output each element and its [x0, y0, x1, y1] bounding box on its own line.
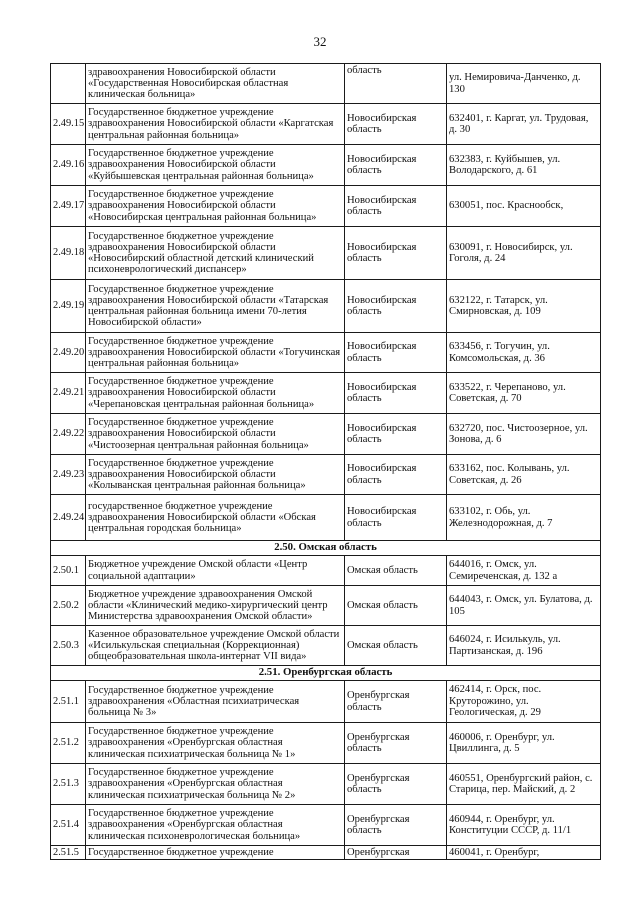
table-row — [51, 104, 601, 145]
institution-name: Государственное бюджетное учреждение здравоохранения Новосибирской области «Колыванская центральная районная больница» — [86, 455, 345, 495]
address-cell: 460041, г. Оренбург, — [447, 846, 601, 860]
region-cell: Новосибирская область — [345, 495, 447, 541]
address-cell: 644043, г. Омск, ул. Булатова, д. 105 — [447, 586, 601, 626]
table-row — [51, 626, 601, 666]
table-row — [51, 280, 601, 333]
section-header-row — [51, 666, 601, 681]
institution-name: Государственное бюджетное учреждение здравоохранения Новосибирской области «Татарская центральная районная больница имени 70-летия Новосибирской области» — [86, 280, 345, 333]
institution-name: Казенное образовательное учреждение Омской области «Исилькульская специальная (Коррекционная) общеобразовательная школа-интернат VII вида» — [86, 626, 345, 666]
table-row — [51, 333, 601, 373]
section-title: 2.51. Оренбургская область — [51, 666, 601, 681]
row-number: 2.49.15 — [51, 104, 86, 145]
region-cell: Омская область — [345, 626, 447, 666]
section-title: 2.50. Омская область — [51, 541, 601, 556]
region-cell: Новосибирская область — [345, 104, 447, 145]
region-cell: Оренбургская область — [345, 723, 447, 764]
row-number: 2.49.24 — [51, 495, 86, 541]
institution-name: Государственное бюджетное учреждение здравоохранения Новосибирской области «Каргатская центральная районная больница» — [86, 104, 345, 145]
region-cell: Новосибирская область — [345, 333, 447, 373]
region-cell: Новосибирская область — [345, 414, 447, 455]
table-row — [51, 805, 601, 846]
row-number: 2.50.2 — [51, 586, 86, 626]
table-row — [51, 681, 601, 723]
region-cell: область — [345, 64, 447, 104]
row-number: 2.49.16 — [51, 145, 86, 186]
institution-name: Государственное бюджетное учреждение здравоохранения «Областная психиатрическая больница № 3» — [86, 681, 345, 723]
address-cell: 633102, г. Обь, ул. Железнодорожная, д. 7 — [447, 495, 601, 541]
row-number: 2.51.1 — [51, 681, 86, 723]
address-cell: 630051, пос. Краснообск, — [447, 186, 601, 227]
region-cell: Новосибирская область — [345, 373, 447, 414]
address-cell: 633456, г. Тогучин, ул. Комсомольская, д. 36 — [447, 333, 601, 373]
institution-name: Государственное бюджетное учреждение здравоохранения Новосибирской области «Новосибирская центральная районная больница» — [86, 186, 345, 227]
region-cell: Новосибирская область — [345, 455, 447, 495]
page-number: 32 — [313, 34, 327, 49]
region-cell: Новосибирская область — [345, 280, 447, 333]
section-header-row — [51, 541, 601, 556]
table-row — [51, 764, 601, 805]
table-row — [51, 723, 601, 764]
institution-name: государственное бюджетное учреждение здравоохранения Новосибирской области «Обская центральная городская больница» — [86, 495, 345, 541]
row-number: 2.51.2 — [51, 723, 86, 764]
institution-name: Государственное бюджетное учреждение здравоохранения «Оренбургская областная клиническая психоневрологическая больница» — [86, 805, 345, 846]
institution-name: Бюджетное учреждение Омской области «Центр социальной адаптации» — [86, 556, 345, 586]
table-row — [51, 227, 601, 280]
address-cell: 632720, пос. Чистоозерное, ул. Зонова, д. 6 — [447, 414, 601, 455]
row-number: 2.49.20 — [51, 333, 86, 373]
institutions-table — [50, 63, 601, 860]
address-cell: 632401, г. Каргат, ул. Трудовая, д. 30 — [447, 104, 601, 145]
table-row — [51, 586, 601, 626]
region-cell: Оренбургская область — [345, 681, 447, 723]
row-number: 2.51.4 — [51, 805, 86, 846]
region-cell: Новосибирская область — [345, 186, 447, 227]
row-number: 2.49.18 — [51, 227, 86, 280]
table-row — [51, 556, 601, 586]
table-row — [51, 373, 601, 414]
region-cell: Оренбургская — [345, 846, 447, 860]
address-cell: 462414, г. Орск, пос. Круторожино, ул. Геологическая, д. 29 — [447, 681, 601, 723]
region-cell: Оренбургская область — [345, 805, 447, 846]
address-cell: 630091, г. Новосибирск, ул. Гоголя, д. 24 — [447, 227, 601, 280]
table-row — [51, 846, 601, 860]
address-cell: 633162, пос. Колывань, ул. Советская, д. 26 — [447, 455, 601, 495]
institution-name: здравоохранения Новосибирской области «Государственная Новосибирская областная клиническая больница» — [86, 64, 345, 104]
region-cell: Новосибирская область — [345, 145, 447, 186]
institution-name: Государственное бюджетное учреждение здравоохранения Новосибирской области «Куйбышевская центральная районная больница» — [86, 145, 345, 186]
table-row — [51, 414, 601, 455]
institution-name: Государственное бюджетное учреждение здравоохранения Новосибирской области «Тогучинская центральная районная больница» — [86, 333, 345, 373]
region-cell: Омская область — [345, 556, 447, 586]
address-cell: ул. Немировича-Данченко, д. 130 — [447, 64, 601, 104]
table-row — [51, 186, 601, 227]
region-cell: Оренбургская область — [345, 764, 447, 805]
address-cell: 460551, Оренбургский район, с. Старица, пер. Майский, д. 2 — [447, 764, 601, 805]
address-cell: 646024, г. Исилькуль, ул. Партизанская, д. 196 — [447, 626, 601, 666]
row-number: 2.49.23 — [51, 455, 86, 495]
table-row — [51, 145, 601, 186]
institution-name: Государственное бюджетное учреждение здравоохранения «Оренбургская областная клиническая психиатрическая больница № 1» — [86, 723, 345, 764]
address-cell: 633522, г. Черепаново, ул. Советская, д. 70 — [447, 373, 601, 414]
row-number: 2.50.3 — [51, 626, 86, 666]
address-cell: 644016, г. Омск, ул. Семиреченская, д. 132 а — [447, 556, 601, 586]
address-cell: 460006, г. Оренбург, ул. Цвиллинга, д. 5 — [447, 723, 601, 764]
table-row — [51, 64, 601, 104]
table-row — [51, 495, 601, 541]
institution-name: Государственное бюджетное учреждение — [86, 846, 345, 860]
region-cell: Омская область — [345, 586, 447, 626]
row-number: 2.49.21 — [51, 373, 86, 414]
address-cell: 460944, г. Оренбург, ул. Конституции СССР, д. 11/1 — [447, 805, 601, 846]
table-row — [51, 455, 601, 495]
row-number: 2.51.3 — [51, 764, 86, 805]
row-number: 2.51.5 — [51, 846, 86, 860]
row-number — [51, 64, 86, 104]
region-cell: Новосибирская область — [345, 227, 447, 280]
row-number: 2.50.1 — [51, 556, 86, 586]
institutions-table-body — [51, 64, 601, 860]
institution-name: Государственное бюджетное учреждение здравоохранения Новосибирской области «Новосибирский областной детский клинический психоневрологический диспансер» — [86, 227, 345, 280]
address-cell: 632383, г. Куйбышев, ул. Володарского, д. 61 — [447, 145, 601, 186]
row-number: 2.49.22 — [51, 414, 86, 455]
row-number: 2.49.17 — [51, 186, 86, 227]
address-cell: 632122, г. Татарск, ул. Смирновская, д. 109 — [447, 280, 601, 333]
row-number: 2.49.19 — [51, 280, 86, 333]
institution-name: Государственное бюджетное учреждение здравоохранения «Оренбургская областная клиническая психиатрическая больница № 2» — [86, 764, 345, 805]
institution-name: Бюджетное учреждение здравоохранения Омской области «Клинический медико-хирургический центр Министерства здравоохранения Омской области» — [86, 586, 345, 626]
institution-name: Государственное бюджетное учреждение здравоохранения Новосибирской области «Черепановская центральная районная больница» — [86, 373, 345, 414]
institution-name: Государственное бюджетное учреждение здравоохранения Новосибирской области «Чистоозерная центральная районная больница» — [86, 414, 345, 455]
